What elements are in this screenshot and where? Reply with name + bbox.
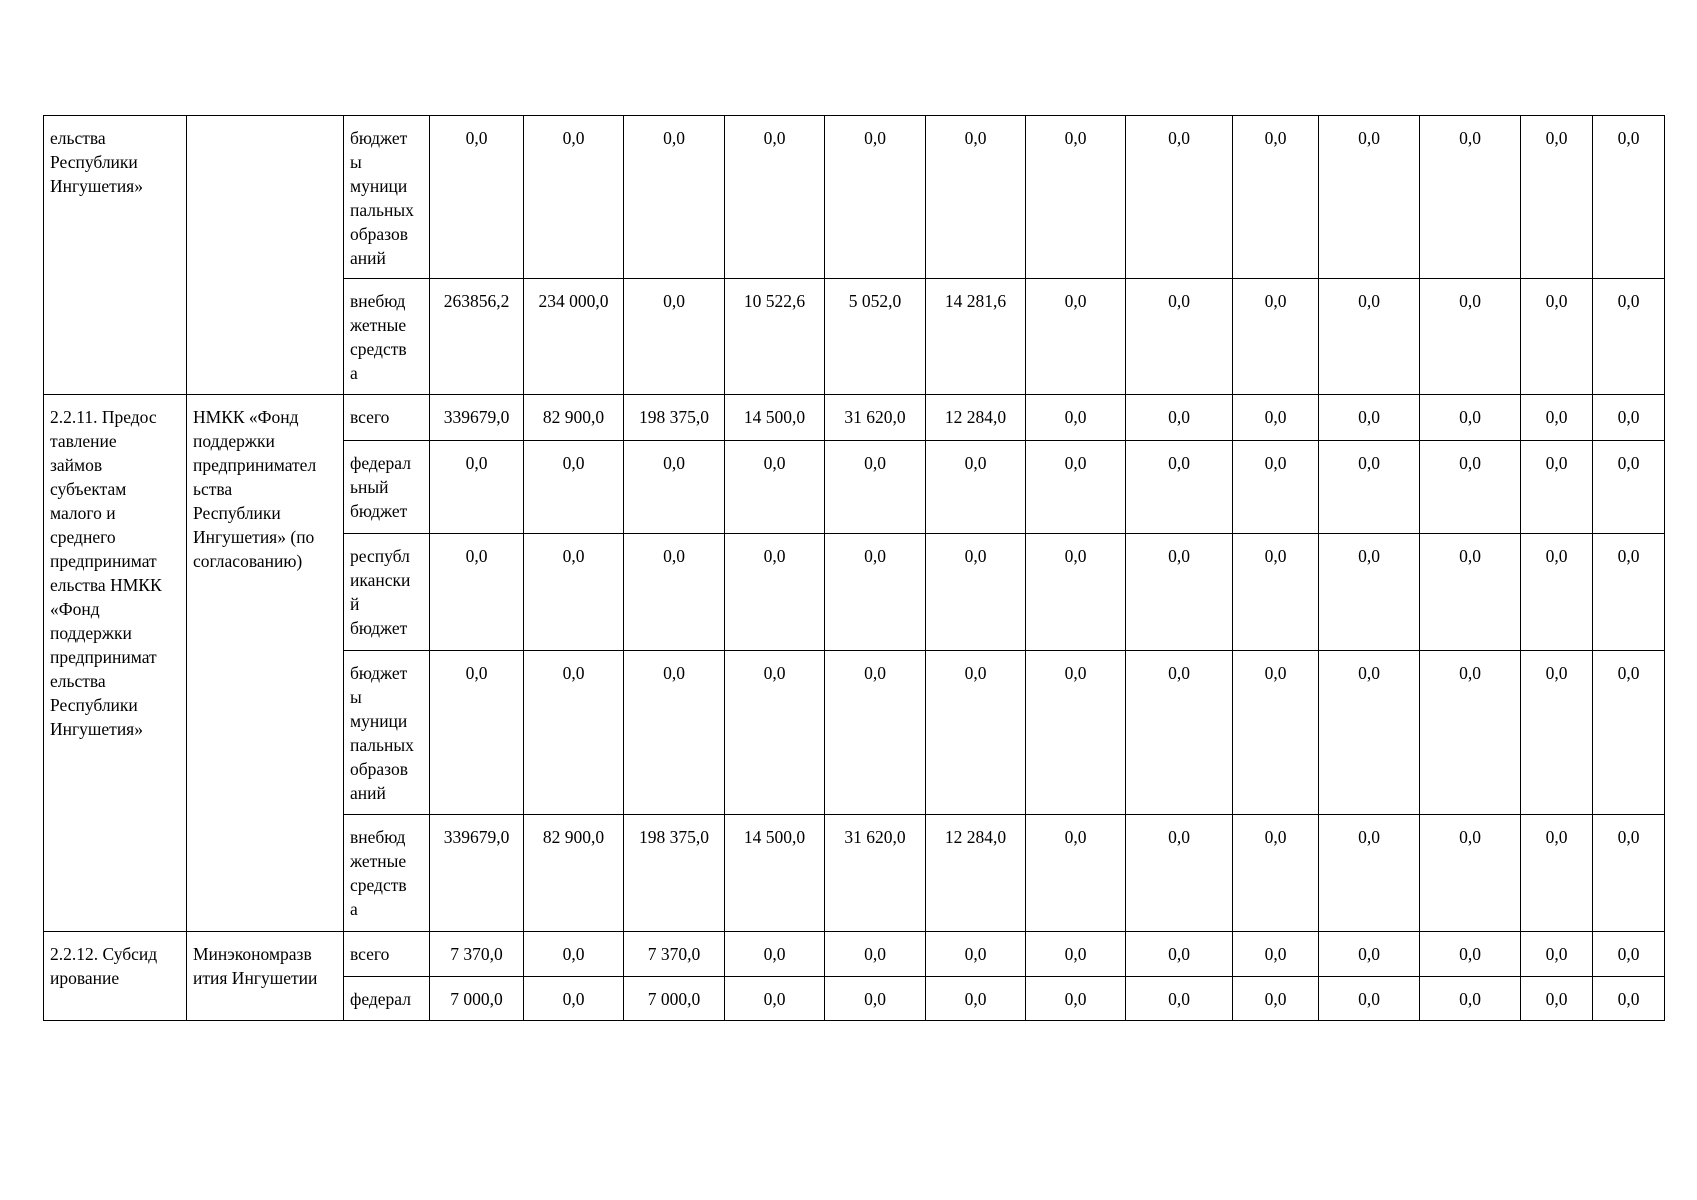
amount-cell: 7 370,0 [430, 932, 524, 977]
amount-cell: 0,0 [1026, 279, 1126, 395]
amount-cell: 0,0 [725, 116, 825, 279]
amount-cell: 0,0 [524, 977, 624, 1021]
amount-cell: 0,0 [524, 441, 624, 534]
amount-cell: 0,0 [1593, 651, 1665, 815]
amount-cell: 0,0 [1319, 932, 1420, 977]
amount-cell: 14 500,0 [725, 395, 825, 441]
amount-cell: 0,0 [430, 441, 524, 534]
amount-cell: 0,0 [725, 441, 825, 534]
amount-cell: 0,0 [624, 534, 725, 651]
table-row [44, 395, 1665, 441]
amount-cell: 0,0 [1593, 932, 1665, 977]
amount-cell: 0,0 [1233, 116, 1319, 279]
amount-cell: 234 000,0 [524, 279, 624, 395]
amount-cell: 0,0 [524, 651, 624, 815]
table-row [44, 932, 1665, 977]
amount-cell: 339679,0 [430, 395, 524, 441]
amount-cell: 0,0 [1026, 651, 1126, 815]
amount-cell: 31 620,0 [825, 395, 926, 441]
amount-cell: 0,0 [1521, 116, 1593, 279]
amount-cell: 0,0 [1319, 395, 1420, 441]
amount-cell: 0,0 [1593, 977, 1665, 1021]
amount-cell: 0,0 [1593, 395, 1665, 441]
activity-name-cell: 2.2.12. Субсид ирование [44, 932, 187, 1021]
amount-cell: 0,0 [725, 932, 825, 977]
funding-source-cell: республ икански й бюджет [344, 534, 430, 651]
amount-cell: 0,0 [1233, 651, 1319, 815]
amount-cell: 0,0 [1593, 441, 1665, 534]
amount-cell: 0,0 [1126, 279, 1233, 395]
amount-cell: 0,0 [1233, 395, 1319, 441]
amount-cell: 0,0 [825, 534, 926, 651]
amount-cell: 0,0 [725, 651, 825, 815]
amount-cell: 0,0 [926, 651, 1026, 815]
amount-cell: 7 000,0 [624, 977, 725, 1021]
amount-cell: 0,0 [624, 441, 725, 534]
amount-cell: 0,0 [1233, 977, 1319, 1021]
amount-cell: 0,0 [1026, 977, 1126, 1021]
amount-cell: 198 375,0 [624, 815, 725, 932]
amount-cell: 0,0 [1126, 395, 1233, 441]
amount-cell: 0,0 [725, 534, 825, 651]
amount-cell: 0,0 [825, 932, 926, 977]
amount-cell: 0,0 [624, 116, 725, 279]
amount-cell: 0,0 [1420, 932, 1521, 977]
amount-cell: 0,0 [1126, 441, 1233, 534]
amount-cell: 0,0 [430, 116, 524, 279]
amount-cell: 0,0 [1126, 932, 1233, 977]
amount-cell: 198 375,0 [624, 395, 725, 441]
amount-cell: 0,0 [1233, 534, 1319, 651]
amount-cell: 0,0 [1420, 977, 1521, 1021]
amount-cell: 0,0 [1593, 116, 1665, 279]
amount-cell: 0,0 [1026, 534, 1126, 651]
amount-cell: 0,0 [1593, 279, 1665, 395]
funding-source-cell: всего [344, 395, 430, 441]
amount-cell: 0,0 [1126, 977, 1233, 1021]
amount-cell: 0,0 [1593, 815, 1665, 932]
amount-cell: 0,0 [1126, 116, 1233, 279]
amount-cell: 339679,0 [430, 815, 524, 932]
funding-source-cell: всего [344, 932, 430, 977]
amount-cell: 0,0 [1521, 977, 1593, 1021]
amount-cell: 0,0 [1319, 441, 1420, 534]
amount-cell: 0,0 [1319, 116, 1420, 279]
budget-table [43, 115, 1665, 1021]
amount-cell: 0,0 [926, 534, 1026, 651]
amount-cell: 0,0 [725, 977, 825, 1021]
amount-cell: 0,0 [1319, 815, 1420, 932]
amount-cell: 82 900,0 [524, 395, 624, 441]
amount-cell: 0,0 [1420, 651, 1521, 815]
amount-cell: 0,0 [1233, 932, 1319, 977]
amount-cell: 0,0 [1521, 932, 1593, 977]
amount-cell: 0,0 [1420, 815, 1521, 932]
amount-cell: 0,0 [1420, 116, 1521, 279]
amount-cell: 0,0 [1319, 651, 1420, 815]
amount-cell: 0,0 [926, 441, 1026, 534]
amount-cell: 0,0 [1521, 279, 1593, 395]
amount-cell: 31 620,0 [825, 815, 926, 932]
amount-cell: 0,0 [825, 441, 926, 534]
executor-cell: НМКК «Фонд поддержки предпринимател ьства Республики Ингушетия» (по согласованию) [187, 395, 344, 932]
amount-cell: 0,0 [926, 932, 1026, 977]
amount-cell: 0,0 [1126, 534, 1233, 651]
executor-cell [187, 116, 344, 395]
amount-cell: 0,0 [1593, 534, 1665, 651]
amount-cell: 0,0 [1420, 534, 1521, 651]
amount-cell: 5 052,0 [825, 279, 926, 395]
amount-cell: 14 281,6 [926, 279, 1026, 395]
amount-cell: 7 370,0 [624, 932, 725, 977]
amount-cell: 0,0 [430, 651, 524, 815]
amount-cell: 12 284,0 [926, 815, 1026, 932]
amount-cell: 0,0 [524, 932, 624, 977]
amount-cell: 0,0 [1233, 815, 1319, 932]
amount-cell: 0,0 [1026, 395, 1126, 441]
amount-cell: 0,0 [1026, 441, 1126, 534]
amount-cell: 0,0 [524, 534, 624, 651]
amount-cell: 0,0 [825, 116, 926, 279]
executor-cell: Минэкономразв ития Ингушетии [187, 932, 344, 1021]
amount-cell: 0,0 [1420, 441, 1521, 534]
amount-cell: 0,0 [1420, 279, 1521, 395]
amount-cell: 0,0 [825, 651, 926, 815]
funding-source-cell: внебюд жетные средств а [344, 279, 430, 395]
amount-cell: 0,0 [1026, 932, 1126, 977]
activity-name-cell: ельства Республики Ингушетия» [44, 116, 187, 395]
amount-cell: 0,0 [1521, 534, 1593, 651]
amount-cell: 0,0 [1026, 815, 1126, 932]
amount-cell: 0,0 [1319, 977, 1420, 1021]
amount-cell: 14 500,0 [725, 815, 825, 932]
funding-source-cell: федерал [344, 977, 430, 1021]
amount-cell: 0,0 [1521, 651, 1593, 815]
amount-cell: 0,0 [624, 651, 725, 815]
amount-cell: 12 284,0 [926, 395, 1026, 441]
funding-source-cell: бюджет ы муници пальных образов аний [344, 116, 430, 279]
amount-cell: 0,0 [1233, 279, 1319, 395]
funding-source-cell: внебюд жетные средств а [344, 815, 430, 932]
table-row [44, 116, 1665, 279]
amount-cell: 0,0 [1026, 116, 1126, 279]
amount-cell: 10 522,6 [725, 279, 825, 395]
amount-cell: 0,0 [1521, 441, 1593, 534]
amount-cell: 82 900,0 [524, 815, 624, 932]
amount-cell: 0,0 [926, 977, 1026, 1021]
amount-cell: 0,0 [1319, 279, 1420, 395]
amount-cell: 0,0 [1233, 441, 1319, 534]
amount-cell: 0,0 [1521, 815, 1593, 932]
funding-source-cell: федерал ьный бюджет [344, 441, 430, 534]
amount-cell: 0,0 [1420, 395, 1521, 441]
amount-cell: 7 000,0 [430, 977, 524, 1021]
amount-cell: 0,0 [1319, 534, 1420, 651]
amount-cell: 0,0 [624, 279, 725, 395]
amount-cell: 263856,2 [430, 279, 524, 395]
amount-cell: 0,0 [926, 116, 1026, 279]
amount-cell: 0,0 [430, 534, 524, 651]
amount-cell: 0,0 [1126, 651, 1233, 815]
funding-source-cell: бюджет ы муници пальных образов аний [344, 651, 430, 815]
amount-cell: 0,0 [825, 977, 926, 1021]
amount-cell: 0,0 [1126, 815, 1233, 932]
activity-name-cell: 2.2.11. Предос тавление займов субъектам малого и среднего предпринимат ельства НМКК «Фонд поддержки предпринимат ельства Республики Ингушетия» [44, 395, 187, 932]
amount-cell: 0,0 [524, 116, 624, 279]
amount-cell: 0,0 [1521, 395, 1593, 441]
